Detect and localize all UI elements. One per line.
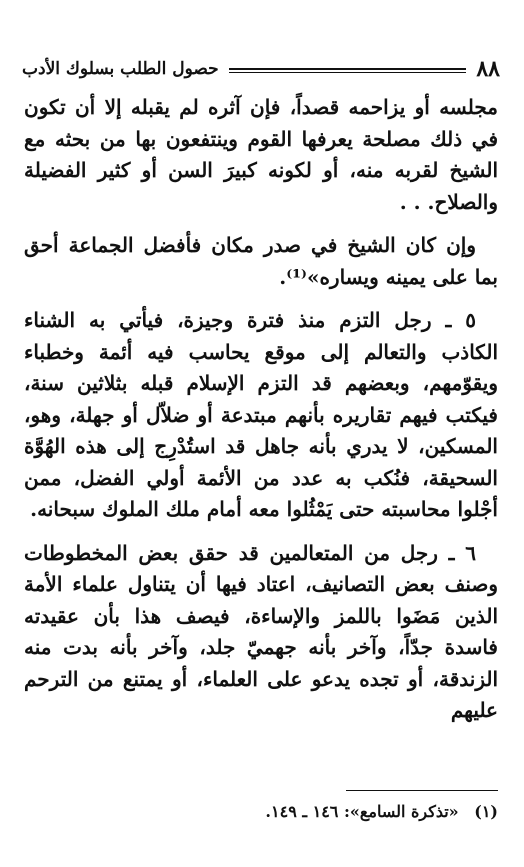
paragraph-item-6: ٦ ـ رجل من المتعالمين قد حقق بعض المخطوطات وصنف بعض التصانيف، اعتاد فيها أن يتناول علماء الأمة الذين مَضَوا باللمز والإساءة، فيصف هذا بأن عقيدته فاسدة جدّاً، وآخر بأنه جهميّ جلد، وآخر بأنه بدت منه الزندقة، أو تجده يدعو على العلماء، أو يمتنع من الترحم عليهم — [24, 540, 498, 722]
body-text — [24, 92, 498, 739]
paragraph-item-5: ٥ ـ رجل التزم منذ فترة وجيزة، فيأتي به الشناء الكاذب والتعالم إلى موقع يحاسب فيه أئمة وخطباء ويقوّمهم، وبعضهم قد التزم الإسلام قبله بثلاثين سنة، فيكتب فيهم تقاريره بأنهم مبتدعة أو ضلاّل أو جهلة، وهو، المسكين، لا يدري بأنه جاهل قد استُدْرِج إلى هذه الهُوَّة السحيقة، فنُكب به عدد من الأئمة أولي الفضل، ممن أجْلوا محاسبته حتى يَمْثُلوا معه أمام ملك الملوك سبحانه. — [24, 308, 498, 521]
footnote-separator — [346, 790, 498, 791]
running-header — [22, 54, 500, 84]
footnote — [24, 800, 498, 824]
header-rule — [229, 68, 467, 73]
page-number: ٨٨ — [476, 56, 500, 82]
footnote-text: «تذكرة السامع»: ١٤٦ ـ ١٤٩. — [265, 802, 459, 821]
running-title: حصول الطلب بسلوك الأدب — [22, 59, 219, 79]
footnote-marker: (١) — [474, 802, 498, 821]
paragraph-quote-end: وإن كان الشيخ في صدر مكان فأفضل الجماعة أحق بما على يمينه ويساره»⁽¹⁾. — [24, 233, 498, 289]
paragraph-continuation: مجلسه أو يزاحمه قصداً، فإن آثره لم يقبله إلا أن تكون في ذلك مصلحة يعرفها القوم وينتفعون بها من بحثه مع الشيخ لقربه منه، أو لكونه كبيرَ السن أو كثير الفضيلة والصلاح. . . — [24, 95, 498, 214]
